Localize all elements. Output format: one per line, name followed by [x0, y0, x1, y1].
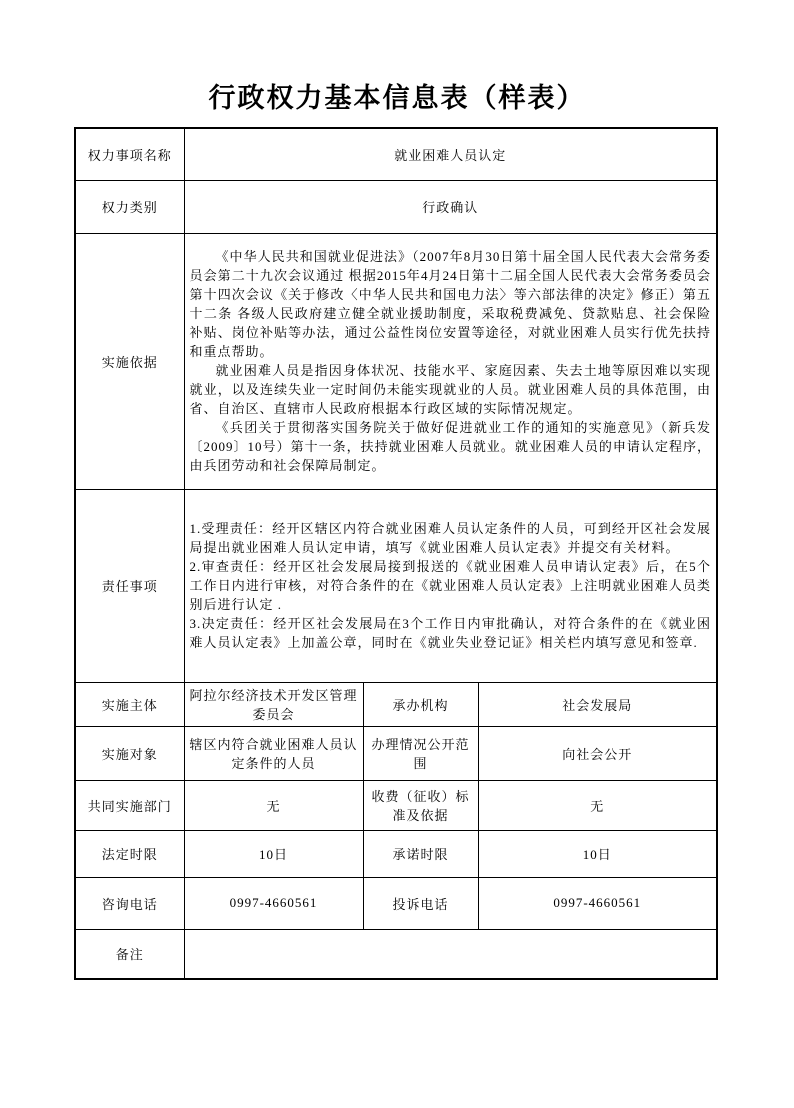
label-promised-time-limit: 承诺时限 — [363, 830, 478, 877]
label-subject: 实施主体 — [75, 682, 184, 726]
value-complaint-phone: 0997-4660561 — [478, 877, 717, 929]
row-subject — [75, 682, 717, 726]
value-handling-agency: 社会发展局 — [478, 682, 717, 726]
label-handling-agency: 承办机构 — [363, 682, 478, 726]
label-fee-standard: 收费（征收）标准及依据 — [363, 780, 478, 830]
label-complaint-phone: 投诉电话 — [363, 877, 478, 929]
label-category: 权力类别 — [75, 180, 184, 233]
label-legal-time-limit: 法定时限 — [75, 830, 184, 877]
label-remark: 备注 — [75, 929, 184, 979]
basis-paragraph-3: 《兵团关于贯彻落实国务院关于做好促进就业工作的通知的实施意见》（新兵发〔2009〕10号）第十一条，扶持就业困难人员就业。就业困难人员的申请认定程序，由兵团劳动和社会保障局制定。 — [189, 420, 712, 473]
value-promised-time-limit: 10日 — [478, 830, 717, 877]
value-duty — [184, 489, 717, 682]
value-joint-department: 无 — [184, 780, 363, 830]
basis-paragraph-1: 《中华人民共和国就业促进法》（2007年8月30日第十届全国人民代表大会常务委员会第二十九次会议通过 根据2015年4月24日第十二届全国人民代表大会常务委员会第十四次会议《关于修改〈中华人民共和国电力法〉等六部法律的决定》修正）第五十二条 各级人民政府建立健全就业援助制度，采取税费减免、贷款贴息、社会保险补贴、岗位补贴等办法，通过公益性岗位安置等途径，对就业困难人员实行优先扶持和重点帮助。 — [189, 249, 712, 359]
label-consult-phone: 咨询电话 — [75, 877, 184, 929]
row-duty — [75, 489, 717, 682]
info-table — [74, 127, 718, 980]
row-time-limit — [75, 830, 717, 877]
page-title: 行政权力基本信息表（样表） — [208, 83, 586, 113]
row-category — [75, 180, 717, 233]
duty-item-3: 3.决定责任：经开区社会发展局在3个工作日内审批确认，对符合条件的在《就业困难人员认定表》上加盖公章，同时在《就业失业登记证》相关栏内填写意见和签章. — [189, 616, 712, 650]
row-target — [75, 726, 717, 780]
label-basis: 实施依据 — [75, 233, 184, 489]
value-item-name: 就业困难人员认定 — [184, 128, 717, 180]
label-joint-department: 共同实施部门 — [75, 780, 184, 830]
basis-paragraph-2: 就业困难人员是指因身体状况、技能水平、家庭因素、失去土地等原因难以实现就业，以及连续失业一定时间仍未能实现就业的人员。就业困难人员的具体范围，由省、自治区、直辖市人民政府根据本行政区域的实际情况规定。 — [189, 363, 712, 416]
row-joint-department — [75, 780, 717, 830]
value-target: 辖区内符合就业困难人员认定条件的人员 — [184, 726, 363, 780]
label-target: 实施对象 — [75, 726, 184, 780]
row-phone — [75, 877, 717, 929]
label-disclosure-scope: 办理情况公开范围 — [363, 726, 478, 780]
duty-item-1: 1.受理责任：经开区辖区内符合就业困难人员认定条件的人员，可到经开区社会发展局提出就业困难人员认定申请，填写《就业困难人员认定表》并提交有关材料。 — [189, 521, 712, 555]
label-duty: 责任事项 — [75, 489, 184, 682]
value-remark — [184, 929, 717, 979]
duty-item-2: 2.审查责任：经开区社会发展局接到报送的《就业困难人员申请认定表》后，在5个工作日内进行审核，对符合条件的在《就业困难人员认定表》上注明就业困难人员类别后进行认定 . — [189, 559, 712, 612]
value-subject: 阿拉尔经济技术开发区管理委员会 — [184, 682, 363, 726]
label-item-name: 权力事项名称 — [75, 128, 184, 180]
value-consult-phone: 0997-4660561 — [184, 877, 363, 929]
value-fee-standard: 无 — [478, 780, 717, 830]
value-basis — [184, 233, 717, 489]
row-item-name — [75, 128, 717, 180]
value-category: 行政确认 — [184, 180, 717, 233]
row-remark — [75, 929, 717, 979]
value-legal-time-limit: 10日 — [184, 830, 363, 877]
row-basis — [75, 233, 717, 489]
value-disclosure-scope: 向社会公开 — [478, 726, 717, 780]
